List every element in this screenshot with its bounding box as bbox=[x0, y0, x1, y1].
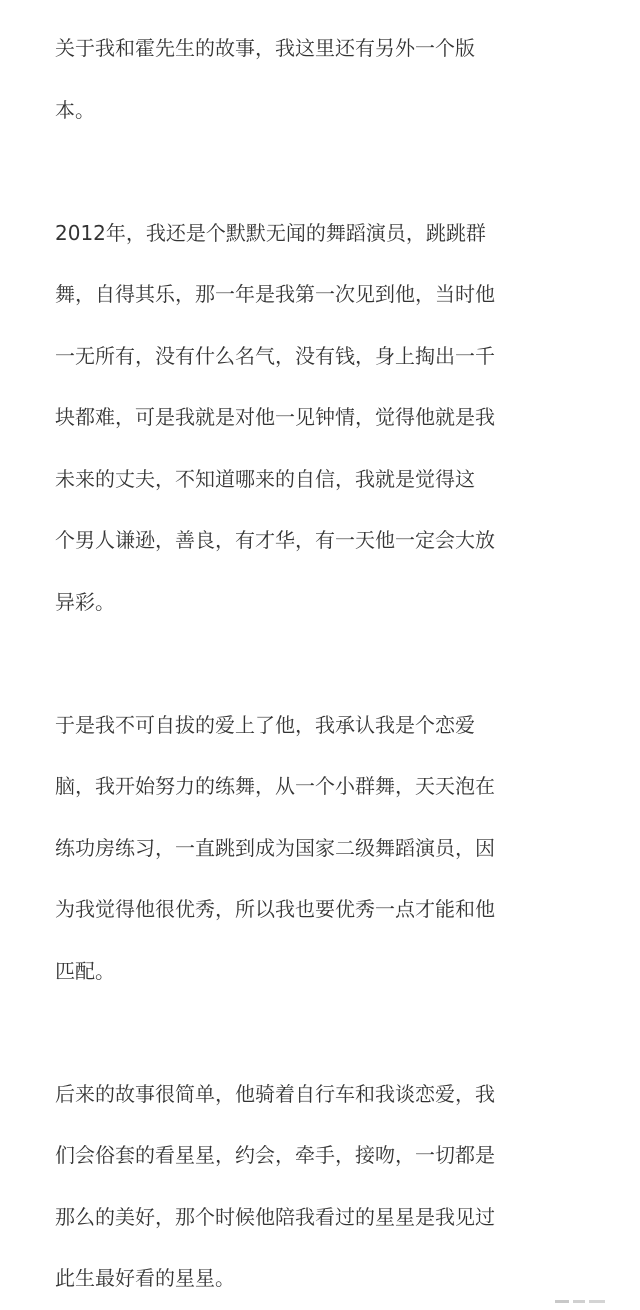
paragraph-line: 练功房练习，一直跳到成为国家二级舞蹈演员，因 bbox=[55, 835, 495, 860]
paragraph-line: 异彩。 bbox=[55, 589, 115, 614]
paragraph-1 bbox=[55, 18, 595, 141]
paragraph-4 bbox=[55, 1064, 595, 1310]
paragraph-line: 此生最好看的星星。 bbox=[55, 1266, 235, 1290]
paragraph-line: 一无所有，没有什么名气，没有钱，身上掏出一千 bbox=[55, 343, 495, 368]
paragraph-line: 们会俗套的看星星，约会，牵手，接吻，一切都是 bbox=[55, 1143, 495, 1167]
paragraph-line: 那么的美好，那个时候他陪我看过的星星是我见过 bbox=[55, 1204, 495, 1229]
paragraph-line: 本。 bbox=[55, 97, 95, 122]
paragraph-3 bbox=[55, 695, 595, 1003]
paragraph-line: 未来的丈夫，不知道哪来的自信，我就是觉得这 bbox=[55, 466, 475, 491]
paragraph-line: 舞，自得其乐，那一年是我第一次见到他，当时他 bbox=[55, 282, 495, 306]
article-body bbox=[55, 18, 595, 1310]
paragraph-line: 脑，我开始努力的练舞，从一个小群舞，天天泡在 bbox=[55, 774, 495, 798]
paragraph-line: 为我觉得他很优秀，所以我也要优秀一点才能和他 bbox=[55, 897, 495, 921]
paragraph-line: 于是我不可自拔的爱上了他，我承认我是个恋爱 bbox=[55, 712, 475, 737]
paragraph-spacer bbox=[55, 141, 595, 203]
paragraph-line: 关于我和霍先生的故事，我这里还有另外一个版 bbox=[55, 36, 475, 60]
paragraph-2 bbox=[55, 203, 595, 634]
paragraph-line: 2012年，我还是个默默无闻的舞蹈演员，跳跳群 bbox=[55, 220, 486, 245]
paragraph-line: 后来的故事很简单，他骑着自行车和我谈恋爱，我 bbox=[55, 1081, 495, 1106]
paragraph-line: 块都难，可是我就是对他一见钟情，觉得他就是我 bbox=[55, 405, 495, 429]
paragraph-line: 匹配。 bbox=[55, 958, 115, 983]
watermark-mark bbox=[555, 1297, 615, 1305]
paragraph-line: 个男人谦逊，善良，有才华，有一天他一定会大放 bbox=[55, 528, 495, 552]
paragraph-spacer bbox=[55, 633, 595, 695]
paragraph-spacer bbox=[55, 1002, 595, 1064]
